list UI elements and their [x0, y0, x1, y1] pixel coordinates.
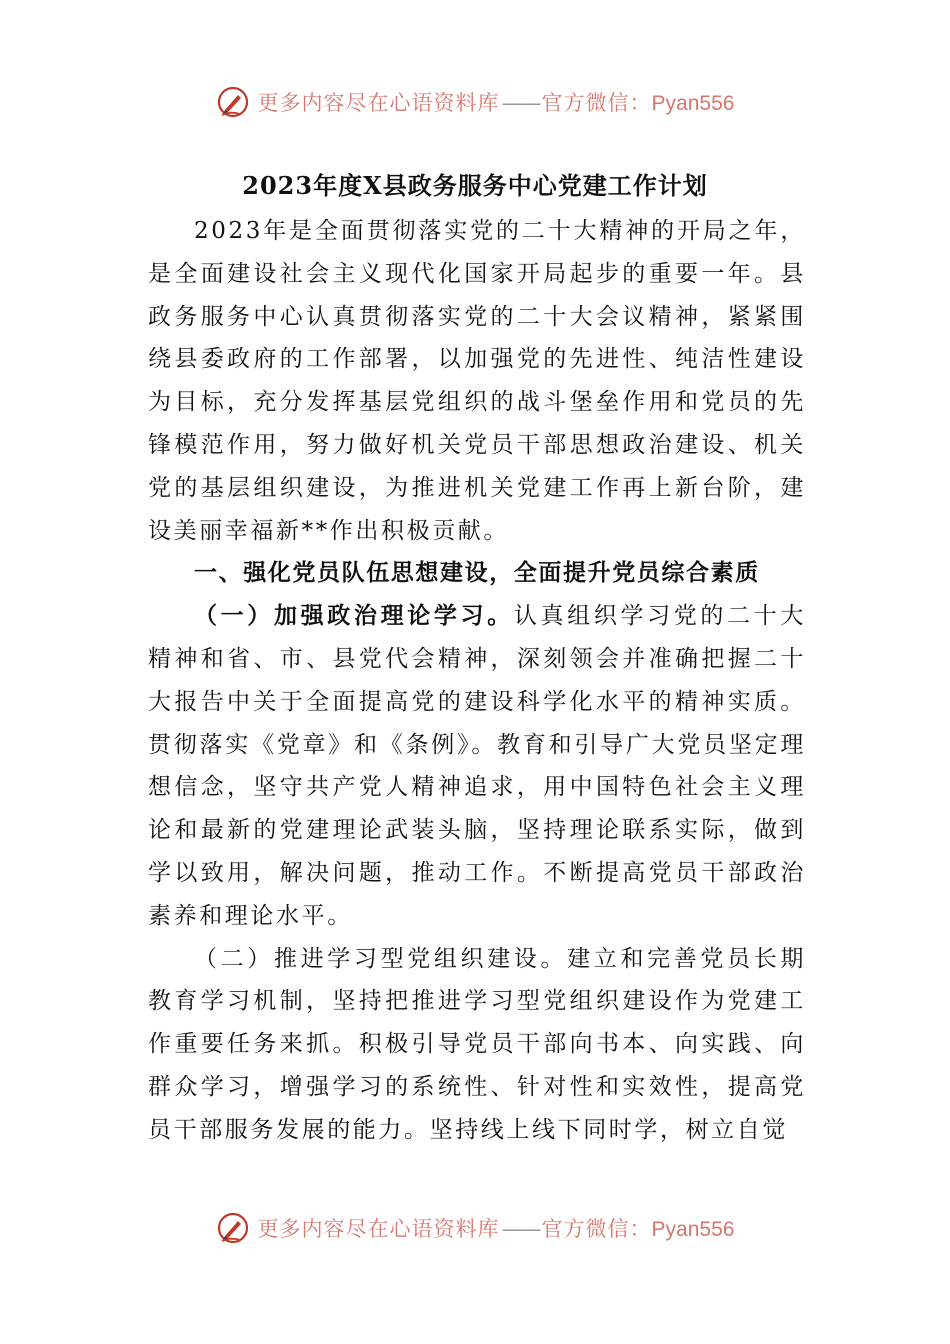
watermark-site: 更多内容尽在心语资料库 [257, 1217, 500, 1241]
watermark-account: Pyan556 [651, 92, 735, 115]
item-1-paragraph [148, 595, 806, 937]
pen-logo-icon [216, 1211, 250, 1245]
document-title: 2023年度X县政务服务中心党建工作计划 [242, 171, 708, 200]
watermark-header [0, 82, 950, 122]
item-1-heading: （一）加强政治理论学习。 [194, 602, 514, 630]
watermark-text [258, 87, 735, 117]
watermark-dash: —— [501, 1217, 540, 1241]
watermark-text [258, 1213, 735, 1243]
watermark-wechat-label: 官方微信： [541, 91, 652, 115]
watermark-footer [0, 1208, 950, 1248]
section-heading: 一、强化党员队伍思想建设，全面提升党员综合素质 [194, 559, 760, 587]
item-2-paragraph: （二）推进学习型党组织建设。建立和完善党员长期教育学习机制，坚持把推进学习型党组织建设作为党建工作重要任务来抓。积极引导党员干部向书本、向实践、向群众学习，增强学习的系统性、针对性和实效性，提高党员干部服务发展的能力。坚持线上线下同时学，树立自觉 [148, 945, 806, 1143]
watermark-dash: —— [501, 91, 540, 115]
watermark-wechat-label: 官方微信： [541, 1217, 652, 1241]
intro-paragraph: 2023年是全面贯彻落实党的二十大精神的开局之年，是全面建设社会主义现代化国家开局起步的重要一年。县政务服务中心认真贯彻落实党的二十大会议精神，紧紧围绕县委政府的工作部署，以加强党的先进性、纯洁性建设为目标，充分发挥基层党组织的战斗堡垒作用和党员的先锋模范作用，努力做好机关党员干部思想政治建设、机关党的基层组织建设，为推进机关党建工作再上新台阶，建设美丽幸福新**作出积极贡献。 [148, 218, 806, 544]
item-1-body: 认真组织学习党的二十大精神和省、市、县党代会精神，深刻领会并准确把握二十大报告中关于全面提高党的建设科学化水平的精神实质。贯彻落实《党章》和《条例》。教育和引导广大党员坚定理想信念，坚守共产党人精神追求，用中国特色社会主义理论和最新的党建理论武装头脑，坚持理论联系实际，做到学以致用，解决问题，推动工作。不断提高党员干部政治素养和理论水平。 [148, 603, 806, 929]
document-body [148, 210, 806, 1152]
watermark-site: 更多内容尽在心语资料库 [257, 91, 500, 115]
pen-logo-icon [216, 85, 250, 119]
watermark-account: Pyan556 [651, 1218, 735, 1241]
